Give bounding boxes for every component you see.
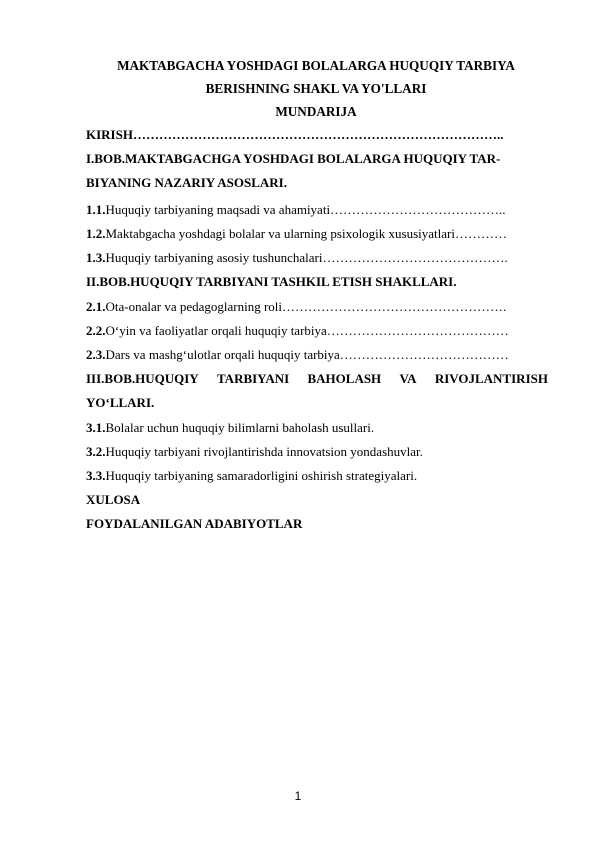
toc-entry-number: 1.3. xyxy=(86,250,106,265)
chapter-3-word: VA xyxy=(399,371,417,386)
toc-entry-text: Bolalar uchun huquqiy bilimlarni baholash usullari. xyxy=(105,420,375,435)
toc-entry-text: Maktabgacha yoshdagi bolalar va ularning psixologik xususiyatlari………… xyxy=(105,226,507,241)
toc-entry-1-3 xyxy=(86,247,548,269)
toc-heading: MUNDARIJA xyxy=(275,104,357,119)
toc-entry-text: Huquqiy tarbiyaning asosiy tushunchalari……………………………………. xyxy=(105,250,508,265)
toc-entry-kirish: KIRISH………………………………………………………………………….. xyxy=(86,127,504,142)
toc-chapter-1-line-2: BIYANING NAZARIY ASOSLARI. xyxy=(86,175,287,190)
toc-entry-text: Dars va mashg‘ulotlar orqali huquqiy tarbiya………………………………… xyxy=(105,347,509,362)
chapter-3-word: III.BOB.HUQUQIY xyxy=(86,371,199,386)
toc-entry-text: Ota-onalar va pedagoglarning roli……………………………………………. xyxy=(105,299,507,314)
toc-entry-number: 3.3. xyxy=(86,468,106,483)
toc-entry-3-1 xyxy=(86,417,548,439)
toc-entry-number: 2.3. xyxy=(86,347,106,362)
toc-entry-text: O‘yin va faoliyatlar orqali huquqiy tarbiya…………………………………… xyxy=(105,323,509,338)
document-title-line-1: MAKTABGACHA YOSHDAGI BOLALARGA HUQUQIY TARBIYA xyxy=(117,58,515,73)
chapter-3-word: BAHOLASH xyxy=(307,371,382,386)
toc-entry-text: Huquqiy tarbiyaning samaradorligini oshirish strategiyalari. xyxy=(105,468,418,483)
toc-entry-text: Huquqiy tarbiyani rivojlantirishda innovatsion yondashuvlar. xyxy=(105,444,423,459)
toc-entry-2-1 xyxy=(86,296,548,318)
toc-chapter-1-line-1: I.BOB.MAKTABGACHGA YOSHDAGI BOLALARGA HUQUQIY TAR- xyxy=(86,151,501,166)
document-title-line-2: BERISHNING SHAKL VA YO'LLARI xyxy=(205,81,427,96)
toc-entry-1-1 xyxy=(86,199,548,221)
toc-entry-1-2 xyxy=(86,223,548,245)
chapter-3-word: RIVOJLANTIRISH xyxy=(434,371,548,386)
toc-entry-2-3 xyxy=(86,344,548,366)
toc-entry-number: 2.2. xyxy=(86,323,106,338)
chapter-3-word: TARBIYANI xyxy=(216,371,290,386)
toc-chapter-3-line-2: YO‘LLARI. xyxy=(86,395,155,410)
toc-entry-3-3 xyxy=(86,465,548,487)
toc-entry-number: 3.1. xyxy=(86,420,106,435)
toc-chapter-2: II.BOB.HUQUQIY TARBIYANI TASHKIL ETISH SHAKLLARI. xyxy=(86,274,457,289)
page-number: 1 xyxy=(294,789,302,803)
toc-entry-2-2 xyxy=(86,320,548,342)
toc-entry-text: Huquqiy tarbiyaning maqsadi va ahamiyati………………………………….. xyxy=(105,202,506,217)
toc-entry-xulosa: XULOSA xyxy=(86,492,141,507)
toc-chapter-3-line-1 xyxy=(86,368,548,390)
toc-entry-references: FOYDALANILGAN ADABIYOTLAR xyxy=(86,516,303,531)
toc-entry-number: 1.2. xyxy=(86,226,106,241)
toc-entry-number: 1.1. xyxy=(86,202,106,217)
toc-entry-3-2 xyxy=(86,441,548,463)
toc-entry-number: 3.2. xyxy=(86,444,106,459)
toc-entry-number: 2.1. xyxy=(86,299,106,314)
